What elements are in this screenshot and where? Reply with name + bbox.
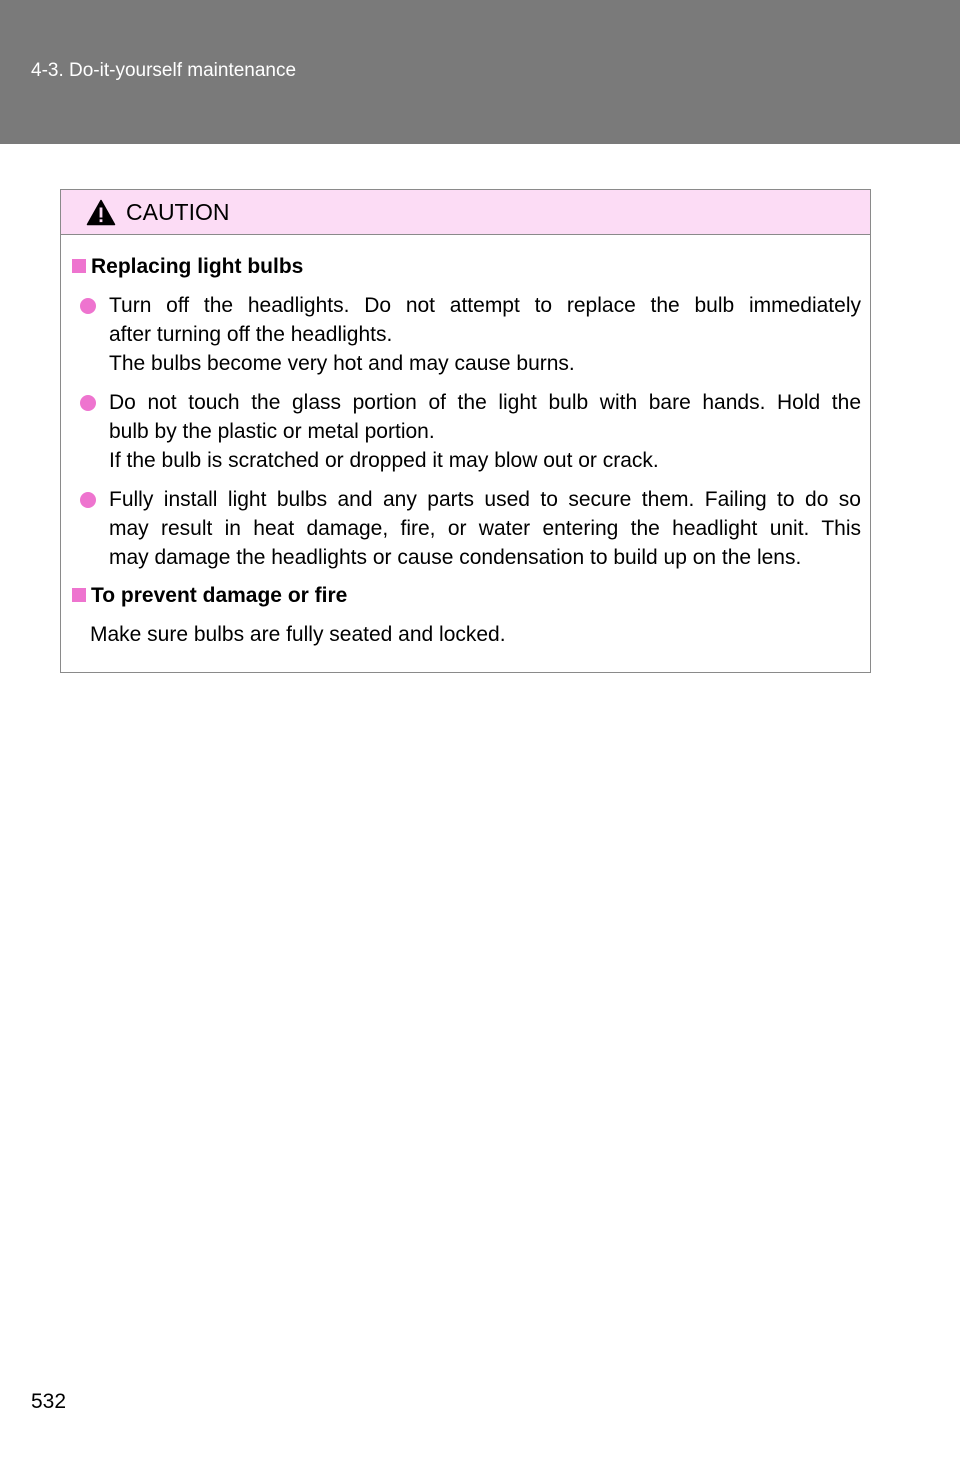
page-number: 532 — [31, 1390, 67, 1413]
list-item-line: The bulbs become very hot and may cause burns. — [109, 352, 575, 375]
section-heading-replacing-bulbs — [72, 254, 303, 280]
heading-text: Replacing light bulbs — [91, 255, 304, 278]
page-header-bar — [0, 0, 960, 144]
list-item-line: Fully install light bulbs and any parts used to secure them. Failing to do so — [109, 488, 861, 511]
list-item-line: may damage the headlights or cause condensation to build up on the lens. — [109, 546, 802, 569]
section-title: 4-3. Do-it-yourself maintenance — [31, 60, 297, 81]
list-item-line: Turn off the headlights. Do not attempt to replace the bulb immediately — [109, 294, 861, 317]
caution-header — [61, 190, 870, 235]
list-item-line: bulb by the plastic or metal portion. — [109, 420, 435, 443]
warning-triangle-icon — [86, 199, 116, 226]
list-item-line: may result in heat damage, fire, or water entering the headlight unit. This — [109, 517, 861, 540]
caution-label: CAUTION — [126, 199, 230, 225]
square-bullet-icon — [72, 588, 86, 602]
list-item-line: after turning off the headlights. — [109, 323, 393, 346]
heading-text: To prevent damage or fire — [91, 584, 348, 607]
section-body-text: Make sure bulbs are fully seated and locked. — [90, 623, 506, 646]
round-bullet-icon — [80, 298, 96, 314]
list-item-line: Do not touch the glass portion of the light bulb with bare hands. Hold the — [109, 391, 861, 414]
caution-box — [60, 189, 871, 673]
round-bullet-icon — [80, 395, 96, 411]
square-bullet-icon — [72, 259, 86, 273]
section-heading-prevent-damage — [72, 583, 347, 609]
round-bullet-icon — [80, 492, 96, 508]
list-item-line: If the bulb is scratched or dropped it may blow out or crack. — [109, 449, 659, 472]
